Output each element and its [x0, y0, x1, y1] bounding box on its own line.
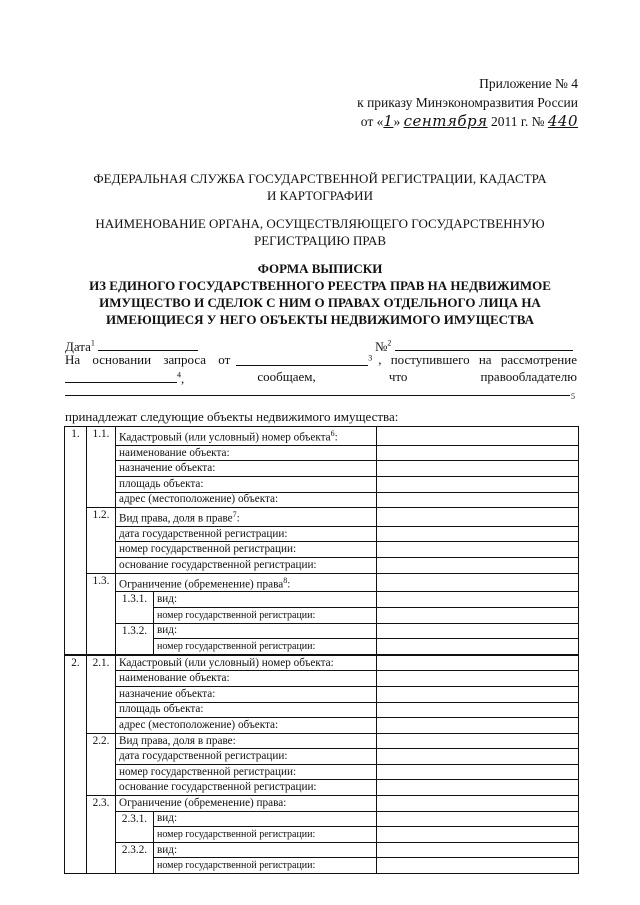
table-row	[65, 655, 579, 671]
kind-label: вид:	[154, 811, 377, 827]
cadastral-label-2: Кадастровый (или условный) номер объекта:	[116, 655, 377, 671]
table-row	[65, 526, 579, 542]
year-text: 2011 г. №	[490, 114, 545, 129]
handwritten-month: сентября	[403, 112, 488, 130]
reg-date-value[interactable]	[377, 749, 579, 765]
date-mid: »	[393, 114, 401, 129]
object-name-label: наименование объекта:	[116, 445, 377, 461]
form-title-line-4: ИМЕЮЩИЕСЯ У НЕГО ОБЪЕКТЫ НЕДВИЖИМОГО ИМУЩЕСТВА	[106, 312, 534, 327]
restriction-reg-number-value[interactable]	[377, 858, 579, 874]
restriction-reg-number-label: номер государственной регистрации:	[154, 858, 377, 874]
object-area-value[interactable]	[377, 476, 579, 492]
footnote-8: 8	[283, 575, 288, 585]
holder-line	[65, 369, 577, 387]
footnote-4: 4	[177, 370, 181, 380]
received-text: , поступившего на рассмотрение	[378, 352, 577, 367]
date-label: Дата	[65, 339, 91, 354]
received-date-field[interactable]	[65, 369, 177, 383]
object-purpose-label: назначение объекта:	[116, 686, 377, 702]
table-row	[65, 542, 579, 558]
kind-value[interactable]	[377, 811, 579, 827]
object-address-label: адрес (местоположение) объекта:	[116, 718, 377, 734]
object-address-label: адрес (местоположение) объекта:	[116, 492, 377, 508]
item-2-3-1-number: 2.3.1.	[116, 811, 154, 842]
date-field[interactable]	[98, 337, 198, 351]
restriction-label-1: Ограничение (обременение) права$^8$:	[116, 573, 377, 592]
organ-line-2: РЕГИСТРАЦИЮ ПРАВ	[253, 233, 387, 248]
objects-table	[64, 426, 579, 874]
holder-name-field[interactable]	[65, 395, 570, 396]
table-row	[65, 427, 579, 446]
object-address-value[interactable]	[377, 492, 579, 508]
date-prefix: от «	[360, 114, 384, 129]
object-name-label: наименование объекта:	[116, 671, 377, 687]
number-field[interactable]	[395, 337, 573, 351]
item-1-2-number: 1.2.	[87, 508, 116, 574]
table-row	[65, 718, 579, 734]
basis-line	[65, 352, 577, 370]
number-footnote: 2	[387, 338, 392, 348]
agency-title	[60, 170, 580, 204]
reg-date-value[interactable]	[377, 526, 579, 542]
right-text-1: Вид права, доля в праве	[119, 512, 233, 525]
table-row	[65, 508, 579, 527]
right-label-1: Вид права, доля в праве$^7$:	[116, 508, 377, 527]
footnote-6: 6	[330, 429, 335, 438]
table-row	[65, 558, 579, 574]
basis-text: На основании запроса от	[65, 352, 231, 367]
restriction-value-1[interactable]	[377, 573, 579, 592]
date-footnote: 1	[90, 338, 95, 348]
agency-line-2: И КАРТОГРАФИИ	[267, 188, 373, 203]
form-title	[60, 260, 580, 328]
table-row	[65, 842, 579, 858]
holder-field-wrap	[65, 369, 184, 387]
item-2-2-number: 2.2.	[87, 733, 116, 795]
object-2-number: 2.	[65, 655, 87, 874]
right-label-2: Вид права, доля в праве:	[116, 733, 377, 749]
appendix-title: Приложение № 4	[479, 76, 578, 91]
reg-date-label: дата государственной регистрации:	[116, 526, 377, 542]
restriction-reg-number-label: номер государственной регистрации:	[154, 827, 377, 843]
kind-value[interactable]	[377, 842, 579, 858]
object-name-value[interactable]	[377, 671, 579, 687]
reg-basis-label: основание государственной регистрации:	[116, 558, 377, 574]
number-label: №	[375, 339, 388, 354]
table-row	[65, 492, 579, 508]
right-value-1[interactable]	[377, 508, 579, 527]
form-title-line-2: ИЗ ЕДИНОГО ГОСУДАРСТВЕННОГО РЕЕСТРА ПРАВ НА НЕДВИЖИМОЕ	[89, 278, 551, 293]
footnote-7: 7	[232, 510, 237, 520]
table-row	[65, 573, 579, 592]
item-1-3-number: 1.3.	[87, 573, 116, 655]
handwritten-number: 440	[547, 112, 578, 130]
restriction-text-1: Ограничение (обременение) права	[119, 578, 284, 591]
appendix-date-line	[300, 112, 578, 131]
object-purpose-label: назначение объекта:	[116, 461, 377, 477]
object-area-label: площадь объекта:	[116, 702, 377, 718]
organ-title	[60, 215, 580, 249]
table-row	[65, 733, 579, 749]
form-title-line-1: ФОРМА ВЫПИСКИ	[257, 261, 383, 276]
restriction-reg-number-value[interactable]	[377, 639, 579, 655]
object-name-value[interactable]	[377, 445, 579, 461]
comma: ,	[181, 371, 185, 386]
basis-footnote: 3	[368, 353, 373, 363]
appendix-block	[300, 74, 578, 131]
item-2-3-2-number: 2.3.2.	[116, 842, 154, 873]
request-date-field[interactable]	[236, 352, 368, 366]
cadastral-label-1: Кадастровый (или условный) номер объекта$^6$:	[116, 427, 377, 446]
restriction-value-2[interactable]	[377, 796, 579, 812]
table-row	[65, 461, 579, 477]
restriction-reg-number-label: номер государственной регистрации:	[154, 639, 377, 655]
kind-value[interactable]	[377, 623, 579, 639]
report-text: сообщаем,	[257, 369, 316, 384]
table-row	[65, 623, 579, 639]
agency-line-1: ФЕДЕРАЛЬНАЯ СЛУЖБА ГОСУДАРСТВЕННОЙ РЕГИСТРАЦИИ, КАДАСТРА	[93, 171, 547, 186]
item-2-1-number: 2.1.	[87, 655, 116, 733]
cadastral-text-1: Кадастровый (или условный) номер объекта	[119, 431, 331, 444]
object-purpose-value[interactable]	[377, 461, 579, 477]
table-row	[65, 749, 579, 765]
table-row	[65, 445, 579, 461]
belongs-text: принадлежат следующие объекты недвижимого имущества:	[65, 409, 399, 424]
reg-number-value[interactable]	[377, 764, 579, 780]
item-1-3-2-number: 1.3.2.	[116, 623, 154, 655]
restriction-reg-number-value[interactable]	[377, 607, 579, 623]
restriction-reg-number-value[interactable]	[377, 827, 579, 843]
table-row	[65, 476, 579, 492]
that-text: что	[388, 369, 408, 384]
basis-date-wrap	[236, 352, 372, 370]
appendix-order: к приказу Минэкономразвития России	[357, 95, 578, 110]
footnote-5: 5	[571, 392, 575, 401]
table-row	[65, 811, 579, 827]
item-1-1-number: 1.1.	[87, 427, 116, 508]
table-row	[65, 671, 579, 687]
table-row	[65, 592, 579, 608]
organ-line-1: НАИМЕНОВАНИЕ ОРГАНА, ОСУЩЕСТВЛЯЮЩЕГО ГОСУДАРСТВЕННУЮ	[95, 216, 545, 231]
reg-number-value[interactable]	[377, 542, 579, 558]
object-1-number: 1.	[65, 427, 87, 655]
table-row	[65, 702, 579, 718]
table-row	[65, 796, 579, 812]
form-title-line-3: ИМУЩЕСТВО И СДЕЛОК С НИМ О ПРАВАХ ОТДЕЛЬНОГО ЛИЦА НА	[99, 295, 541, 310]
reg-number-label: номер государственной регистрации:	[116, 542, 377, 558]
table-row	[65, 686, 579, 702]
restriction-reg-number-label: номер государственной регистрации:	[154, 607, 377, 623]
object-area-value[interactable]	[377, 702, 579, 718]
object-area-label: площадь объекта:	[116, 476, 377, 492]
reg-basis-value[interactable]	[377, 558, 579, 574]
reg-number-label: номер государственной регистрации:	[116, 764, 377, 780]
restriction-label-2: Ограничение (обременение) права:	[116, 796, 377, 812]
reg-date-label: дата государственной регистрации:	[116, 749, 377, 765]
object-purpose-value[interactable]	[377, 686, 579, 702]
handwritten-day: 1	[383, 112, 394, 130]
reg-basis-label: основание государственной регистрации:	[116, 780, 377, 796]
cadastral-value-2[interactable]	[377, 655, 579, 671]
object-address-value[interactable]	[377, 718, 579, 734]
kind-label: вид:	[154, 623, 377, 639]
kind-label: вид:	[154, 592, 377, 608]
table-row	[65, 780, 579, 796]
table-row	[65, 764, 579, 780]
right-value-2[interactable]	[377, 733, 579, 749]
cadastral-value-1[interactable]	[377, 427, 579, 446]
item-1-3-1-number: 1.3.1.	[116, 592, 154, 623]
item-2-3-number: 2.3.	[87, 796, 116, 874]
kind-value[interactable]	[377, 592, 579, 608]
kind-label: вид:	[154, 842, 377, 858]
reg-basis-value[interactable]	[377, 780, 579, 796]
holder-text: правообладателю	[480, 369, 577, 384]
